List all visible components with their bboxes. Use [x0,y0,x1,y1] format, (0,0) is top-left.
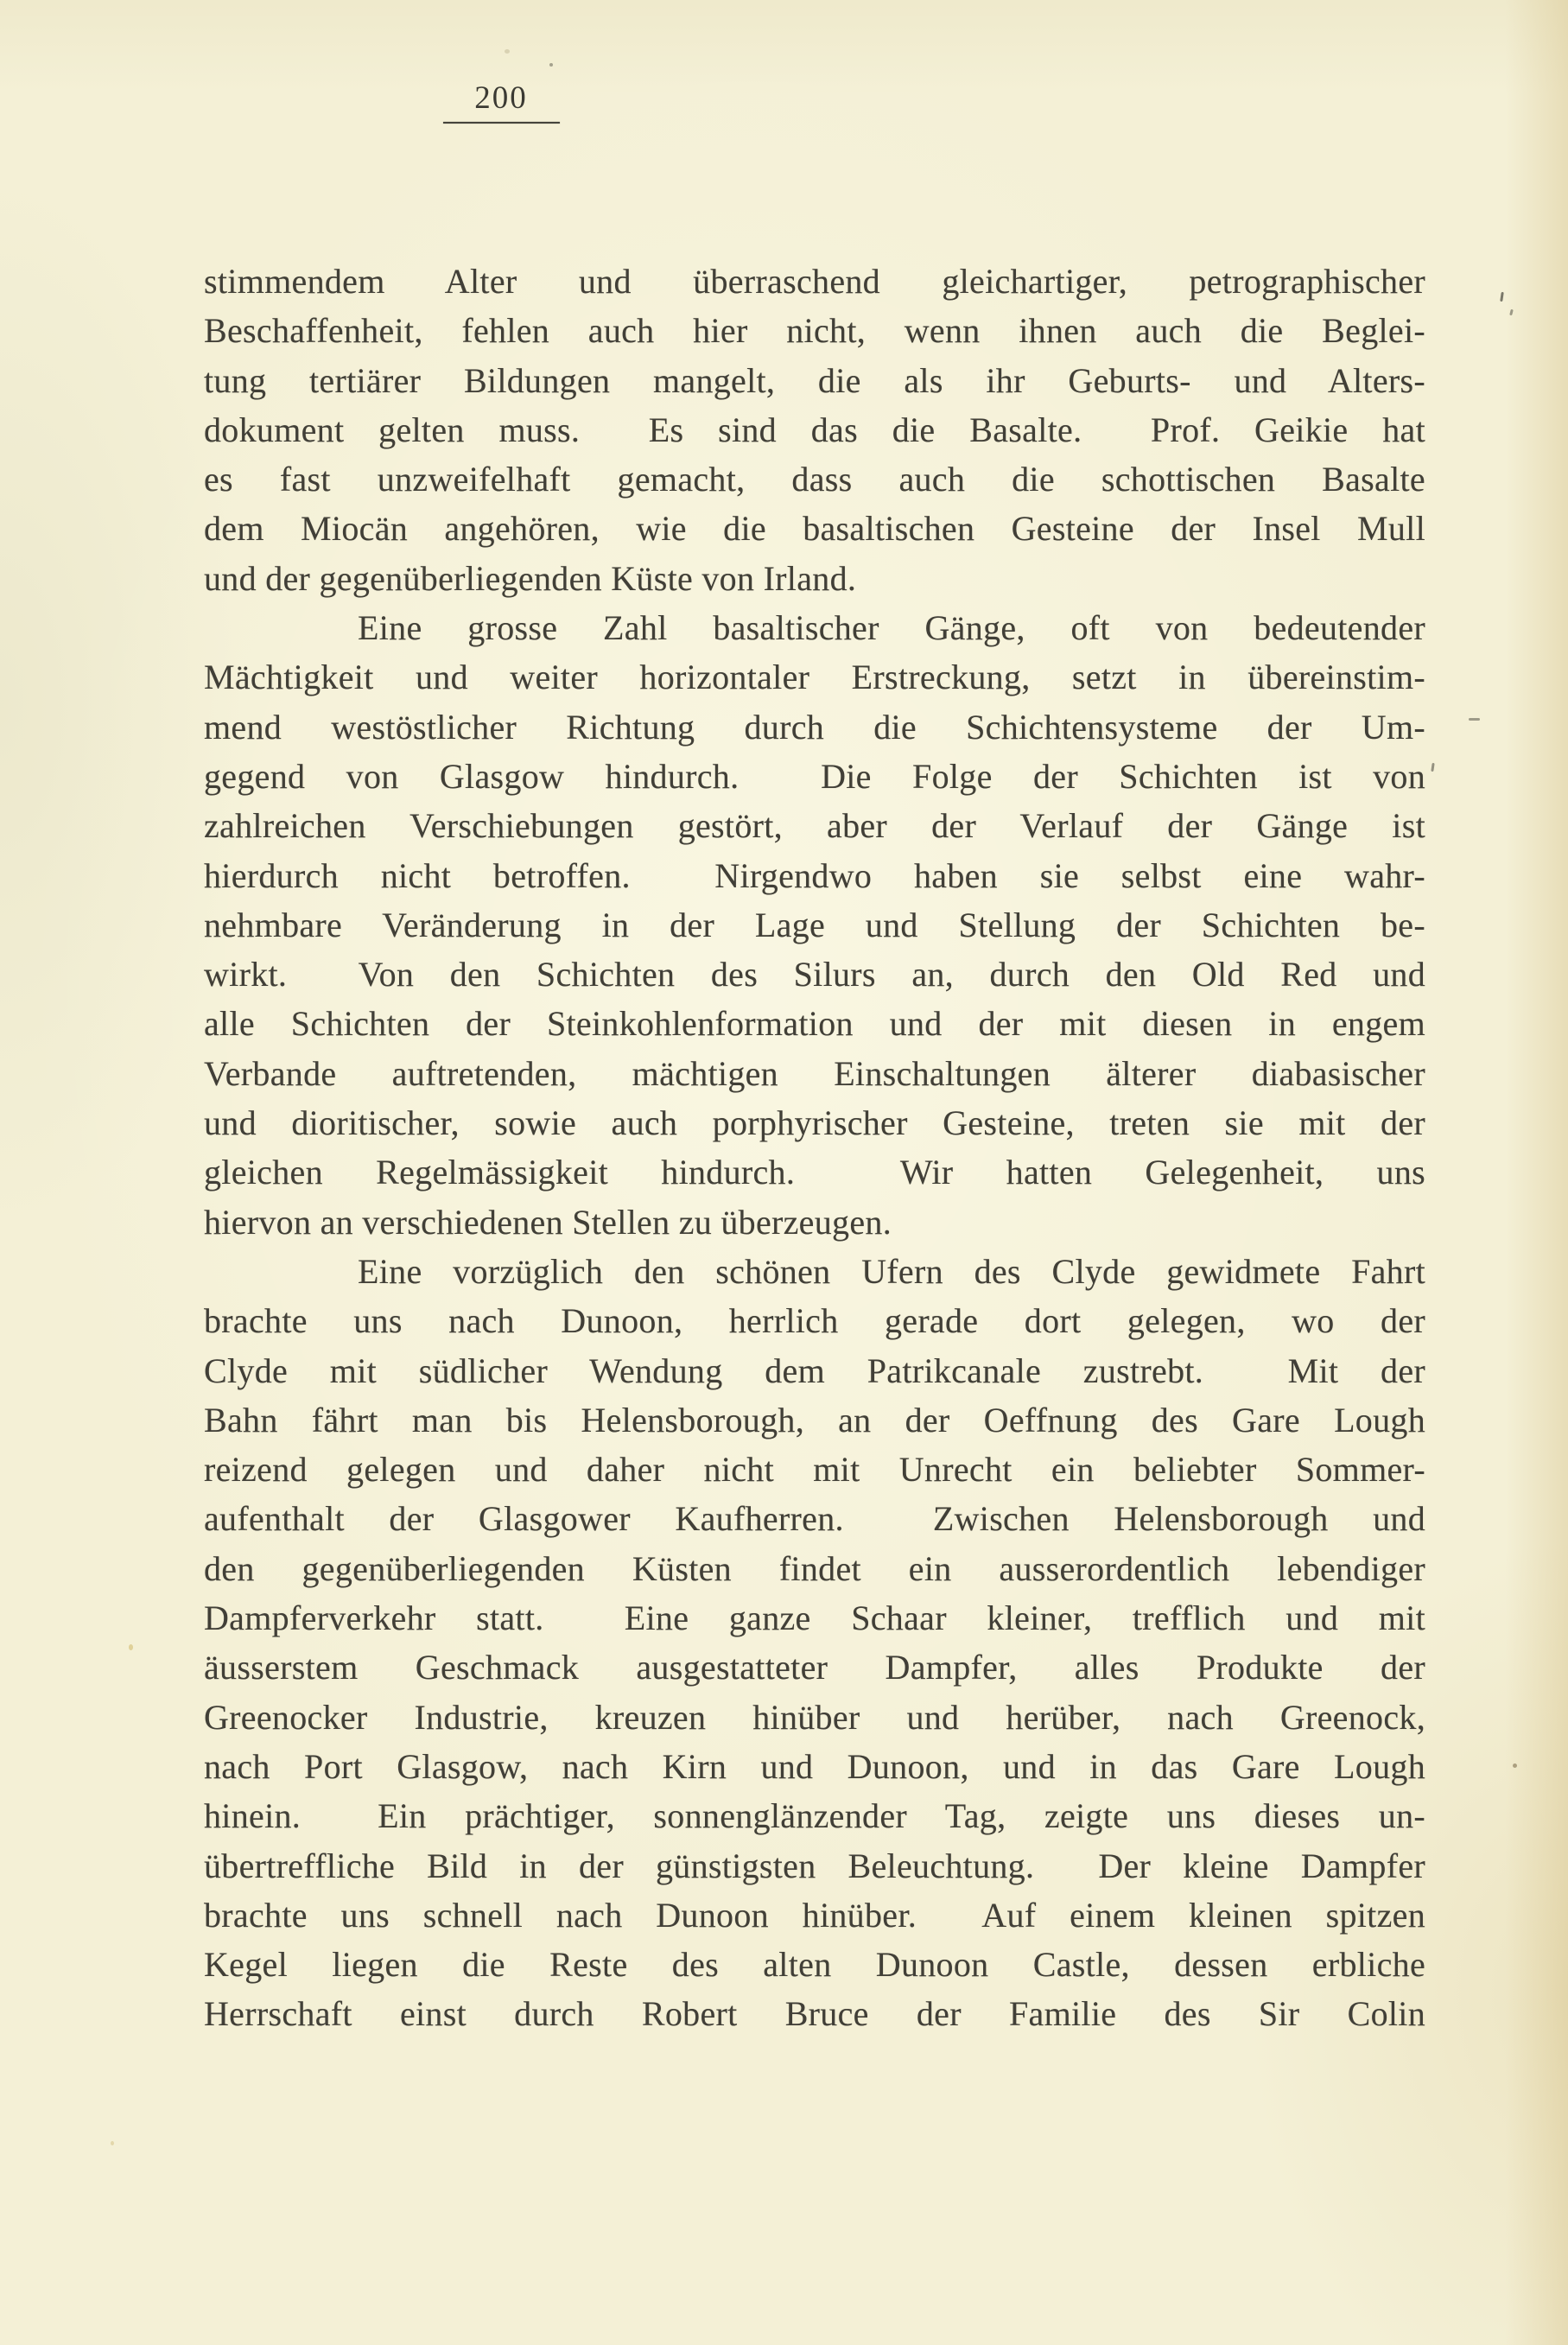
text-line: Dampferverkehr statt. Eine ganze Schaar kleiner, trefflich und mit [204,1598,1425,1638]
ink-speck [1469,718,1480,721]
ink-speck [1509,309,1514,316]
text-line: äusserstem Geschmack ausgestatteter Dampfer, alles Produkte der [204,1648,1425,1687]
text-block [204,257,1425,2039]
paper-fleck [505,49,510,54]
text-line: wirkt. Von den Schichten des Silurs an, durch den Old Red und [204,955,1425,995]
text-line: es fast unzweifelhaft gemacht, dass auch die schottischen Basalte [204,460,1425,499]
text-line: nehmbare Veränderung in der Lage und Stellung der Schichten be- [204,905,1425,944]
ink-speck [1500,292,1504,302]
text-line: Eine grosse Zahl basaltischer Gänge, oft von bedeutender [358,608,1425,648]
text-line: übertreffliche Bild in der günstigsten Beleuchtung. Der kleine Dampfer [204,1846,1425,1885]
text-line: gegend von Glasgow hindurch. Die Folge der Schichten ist von [204,756,1425,796]
text-line: Bahn fährt man bis Helensborough, an der Oeffnung des Gare Lough [204,1400,1425,1439]
text-line: nach Port Glasgow, nach Kirn und Dunoon, und in das Gare Lough [204,1746,1425,1786]
text-line: Verbande auftretenden, mächtigen Einschaltungen älterer diabasischer [204,1053,1425,1093]
ink-speck [549,63,553,67]
page-header [389,79,613,117]
text-line: gleichen Regelmässigkeit hindurch. Wir hatten Gelegenheit, uns [204,1153,1425,1192]
text-line: hierdurch nicht betroffen. Nirgendwo haben sie selbst eine wahr- [204,855,1425,895]
paper-fleck [129,1644,133,1650]
text-line: und der gegenüberliegenden Küste von Irland. [204,558,857,598]
text-line: reizend gelegen und daher nicht mit Unrecht ein beliebter Sommer- [204,1450,1425,1490]
text-line: zahlreichen Verschiebungen gestört, aber der Verlauf der Gänge ist [204,806,1425,846]
text-line: aufenthalt der Glasgower Kaufherren. Zwischen Helensborough und [204,1499,1425,1539]
text-line: Eine vorzüglich den schönen Ufern des Clyde gewidmete Fahrt [358,1251,1425,1291]
text-line: tung tertiärer Bildungen mangelt, die als ihr Geburts- und Alters- [204,360,1425,400]
text-line: alle Schichten der Steinkohlenformation und der mit diesen in engem [204,1004,1425,1044]
text-line: dokument gelten muss. Es sind das die Basalte. Prof. Geikie hat [204,410,1425,449]
text-line: Greenocker Industrie, kreuzen hinüber und herüber, nach Greenock, [204,1697,1425,1737]
text-line: und dioritischer, sowie auch porphyrischer Gesteine, treten sie mit der [204,1103,1425,1143]
paragraph [204,603,1425,1247]
text-line: Clyde mit südlicher Wendung dem Patrikcanale zustrebt. Mit der [204,1350,1425,1390]
ink-speck [1513,1764,1517,1768]
text-line: dem Miocän angehören, wie die basaltischen Gesteine der Insel Mull [204,509,1425,549]
text-line: hinein. Ein prächtiger, sonnenglänzender Tag, zeigte uns dieses un- [204,1796,1425,1836]
text-line: mend westöstlicher Richtung durch die Schichtensysteme der Um- [204,707,1425,747]
text-line: Mächtigkeit und weiter horizontaler Erstreckung, setzt in übereinstim- [204,658,1425,697]
paragraph [204,1247,1425,2039]
page-number-rule [443,122,560,124]
text-line: stimmendem Alter und überraschend gleichartiger, petrographischer [204,262,1425,301]
text-line: Beschaffenheit, fehlen auch hier nicht, wenn ihnen auch die Beglei- [204,311,1425,351]
text-line: Kegel liegen die Reste des alten Dunoon Castle, dessen erbliche [204,1945,1425,1985]
text-line: brachte uns nach Dunoon, herrlich gerade dort gelegen, wo der [204,1301,1425,1341]
text-line: Herrschaft einst durch Robert Bruce der Familie des Sir Colin [204,1994,1425,2034]
paper-fleck [111,2141,114,2145]
paragraph [204,257,1425,603]
text-line: brachte uns schnell nach Dunoon hinüber. Auf einem kleinen spitzen [204,1895,1425,1935]
page-number: 200 [474,80,528,116]
text-line: hiervon an verschiedenen Stellen zu überzeugen. [204,1202,892,1242]
ink-speck [1431,763,1434,772]
text-line: den gegenüberliegenden Küsten findet ein ausserordentlich lebendiger [204,1548,1425,1588]
